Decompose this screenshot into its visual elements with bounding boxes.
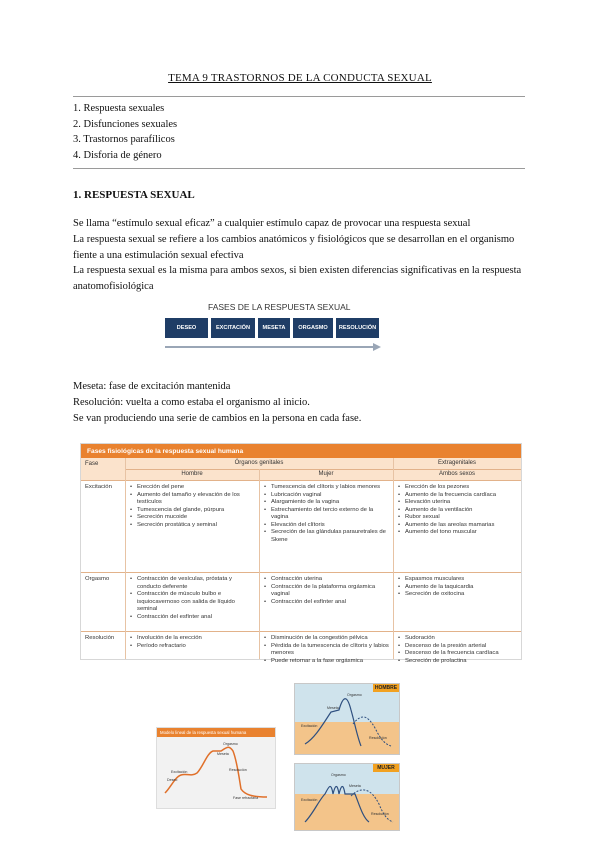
list-item: • Contracción del esfínter anal: [137, 614, 255, 622]
text-line: Se van produciendo una serie de cambios en la persona en cada fase.: [73, 413, 362, 424]
linear-model-graph: [156, 727, 276, 809]
divider: [259, 469, 260, 659]
row-phase: Excitación: [85, 484, 112, 490]
list-item: • Aumento del tono muscular: [405, 529, 519, 537]
header-ambos: Ambos sexos: [438, 471, 475, 477]
graph-label: Orgasmo: [223, 742, 238, 746]
list-item: • Espasmos musculares: [405, 576, 519, 584]
response-curve: [295, 764, 399, 830]
list-item: • Descenso de la presión arterial: [405, 643, 519, 651]
header-fase: Fase: [85, 461, 99, 467]
row-ambos: [397, 484, 519, 537]
list-item: • Secreción de las glándulas parauretrales de Skene: [271, 529, 389, 544]
text-line: Resolución: vuelta a como estaba el organismo al inicio.: [73, 397, 310, 408]
graph-tag: HOMBRE: [374, 685, 398, 691]
header-organos: Órganos genitales: [234, 460, 284, 466]
intro-line: La respuesta sexual es la misma para ambos sexos, si bien existen diferencias significativas en la respuesta anatomofisiológica: [73, 265, 522, 292]
graph-label: Orgasmo: [347, 693, 362, 697]
divider: [125, 469, 521, 470]
row-hombre: [129, 576, 255, 621]
list-item: • Contracción del esfínter anal: [271, 599, 389, 607]
divider: [81, 480, 521, 481]
graph-label: Meseta: [217, 752, 229, 756]
text-line: Meseta: fase de excitación mantenida: [73, 381, 231, 392]
header-extragenitales: Extragenitales: [437, 460, 477, 466]
list-item: • Lubricación vaginal: [271, 492, 389, 500]
graph-label: Resolución: [369, 736, 387, 740]
header-mujer: Mujer: [318, 471, 334, 477]
graph-label: Resolución: [371, 812, 389, 816]
divider: [73, 168, 525, 169]
list-item: • Disminución de la congestión pélvica: [271, 635, 389, 643]
phase-box: DESEO: [165, 318, 208, 338]
female-response-graph: [294, 763, 400, 831]
row-hombre: [129, 484, 255, 529]
row-mujer: [263, 484, 389, 544]
list-item: • Descenso de la frecuencia cardíaca: [405, 650, 519, 658]
list-item: • Contracción de músculo bulbo e isquiocavernoso con salida de líquido seminal: [137, 591, 255, 614]
phase-box: MESETA: [258, 318, 290, 338]
graph-label: Orgasmo: [331, 773, 346, 777]
divider: [393, 458, 394, 659]
list-item: • Alargamiento de la vagina: [271, 499, 389, 507]
document-title: TEMA 9 TRASTORNOS DE LA CONDUCTA SEXUAL: [168, 72, 432, 84]
graph-label: Excitación: [301, 798, 318, 802]
table-of-contents: [73, 101, 177, 163]
list-item: • Secreción de prolactina: [405, 658, 519, 666]
row-hombre: [129, 635, 255, 650]
toc-item: 1. Respuesta sexuales: [73, 103, 165, 114]
list-item: • Período refractario: [137, 643, 255, 651]
row-phase: Orgasmo: [85, 576, 110, 582]
phase-box: RESOLUCIÓN: [336, 318, 379, 338]
section-heading: 1. RESPUESTA SEXUAL: [73, 189, 195, 201]
phase-arrow: [165, 343, 381, 351]
phase-box: EXCITACIÓN: [211, 318, 255, 338]
graph-label: Meseta: [327, 706, 339, 710]
list-item: • Sudoración: [405, 635, 519, 643]
divider: [125, 458, 126, 659]
list-item: • Secreción mucoide: [137, 514, 255, 522]
row-mujer: [263, 635, 389, 665]
list-item: • Contracción de vesículas, próstata y conducto deferente: [137, 576, 255, 591]
graph-label: Meseta: [349, 784, 361, 788]
graph-label: Excitación: [171, 770, 188, 774]
list-item: • Aumento de las areolas mamarias: [405, 522, 519, 530]
list-item: • Erección del pene: [137, 484, 255, 492]
toc-item: 4. Disforia de género: [73, 149, 162, 161]
header-hombre: Hombre: [181, 471, 203, 477]
list-item: • Aumento del tamaño y elevación de los testículos: [137, 492, 255, 507]
graph-label: Excitación: [301, 724, 318, 728]
toc-item: 3. Trastornos parafílicos: [73, 134, 175, 145]
list-item: • Tumescencia del glande, púrpura: [137, 507, 255, 515]
graph-label: Deseo: [167, 778, 178, 782]
row-phase: Resolución: [85, 635, 115, 641]
phases-title: FASES DE LA RESPUESTA SEXUAL: [208, 302, 351, 312]
list-item: • Elevación del clítoris: [271, 522, 389, 530]
list-item: • Erección de los pezones: [405, 484, 519, 492]
list-item: • Secreción prostática y seminal: [137, 522, 255, 530]
row-ambos: [397, 635, 519, 665]
phase-box: ORGASMO: [293, 318, 333, 338]
list-item: • Aumento de la frecuencia cardíaca: [405, 492, 519, 500]
list-item: • Contracción de la plataforma orgásmica vaginal: [271, 584, 389, 599]
row-mujer: [263, 576, 389, 606]
list-item: • Involución de la erección: [137, 635, 255, 643]
graph-label: Resolución: [229, 768, 247, 772]
list-item: • Contracción uterina: [271, 576, 389, 584]
list-item: • Elevación uterina: [405, 499, 519, 507]
graph-title: Modelo lineal de la respuesta sexual humana: [157, 728, 275, 737]
toc-item: 2. Disfunciones sexuales: [73, 118, 178, 130]
list-item: • Estrechamiento del tercio externo de la vagina: [271, 507, 389, 522]
divider: [81, 572, 521, 573]
list-item: • Pérdida de la tumescencia de clítoris y labios menores: [271, 643, 389, 658]
list-item: • Rubor sexual: [405, 514, 519, 522]
list-item: • Aumento de la taquicardia: [405, 584, 519, 592]
graph-tag: MUJER: [373, 764, 399, 772]
list-item: • Secreción de oxitocina: [405, 591, 519, 599]
divider: [73, 96, 525, 97]
intro-line: Se llama “estímulo sexual eficaz” a cualquier estímulo capaz de provocar una respuesta sexual: [73, 218, 471, 229]
graph-label: Fase refractaria: [233, 796, 259, 800]
list-item: • Puede retornar a la fase orgásmica: [271, 658, 389, 666]
list-item: • Tumescencia del clítoris y labios menores: [271, 484, 389, 492]
intro-line: La respuesta sexual se refiere a los cambios anatómicos y fisiológicos que se desarrollan en el organismo fiente a una estimulación sexual efectiva: [73, 234, 515, 261]
table-title: Fases fisiológicas de la respuesta sexual humana: [81, 444, 521, 458]
row-ambos: [397, 576, 519, 599]
divider: [81, 631, 521, 632]
list-item: • Aumento de la ventilación: [405, 507, 519, 515]
phases-table: [80, 443, 522, 664]
male-response-graph: [294, 683, 400, 755]
